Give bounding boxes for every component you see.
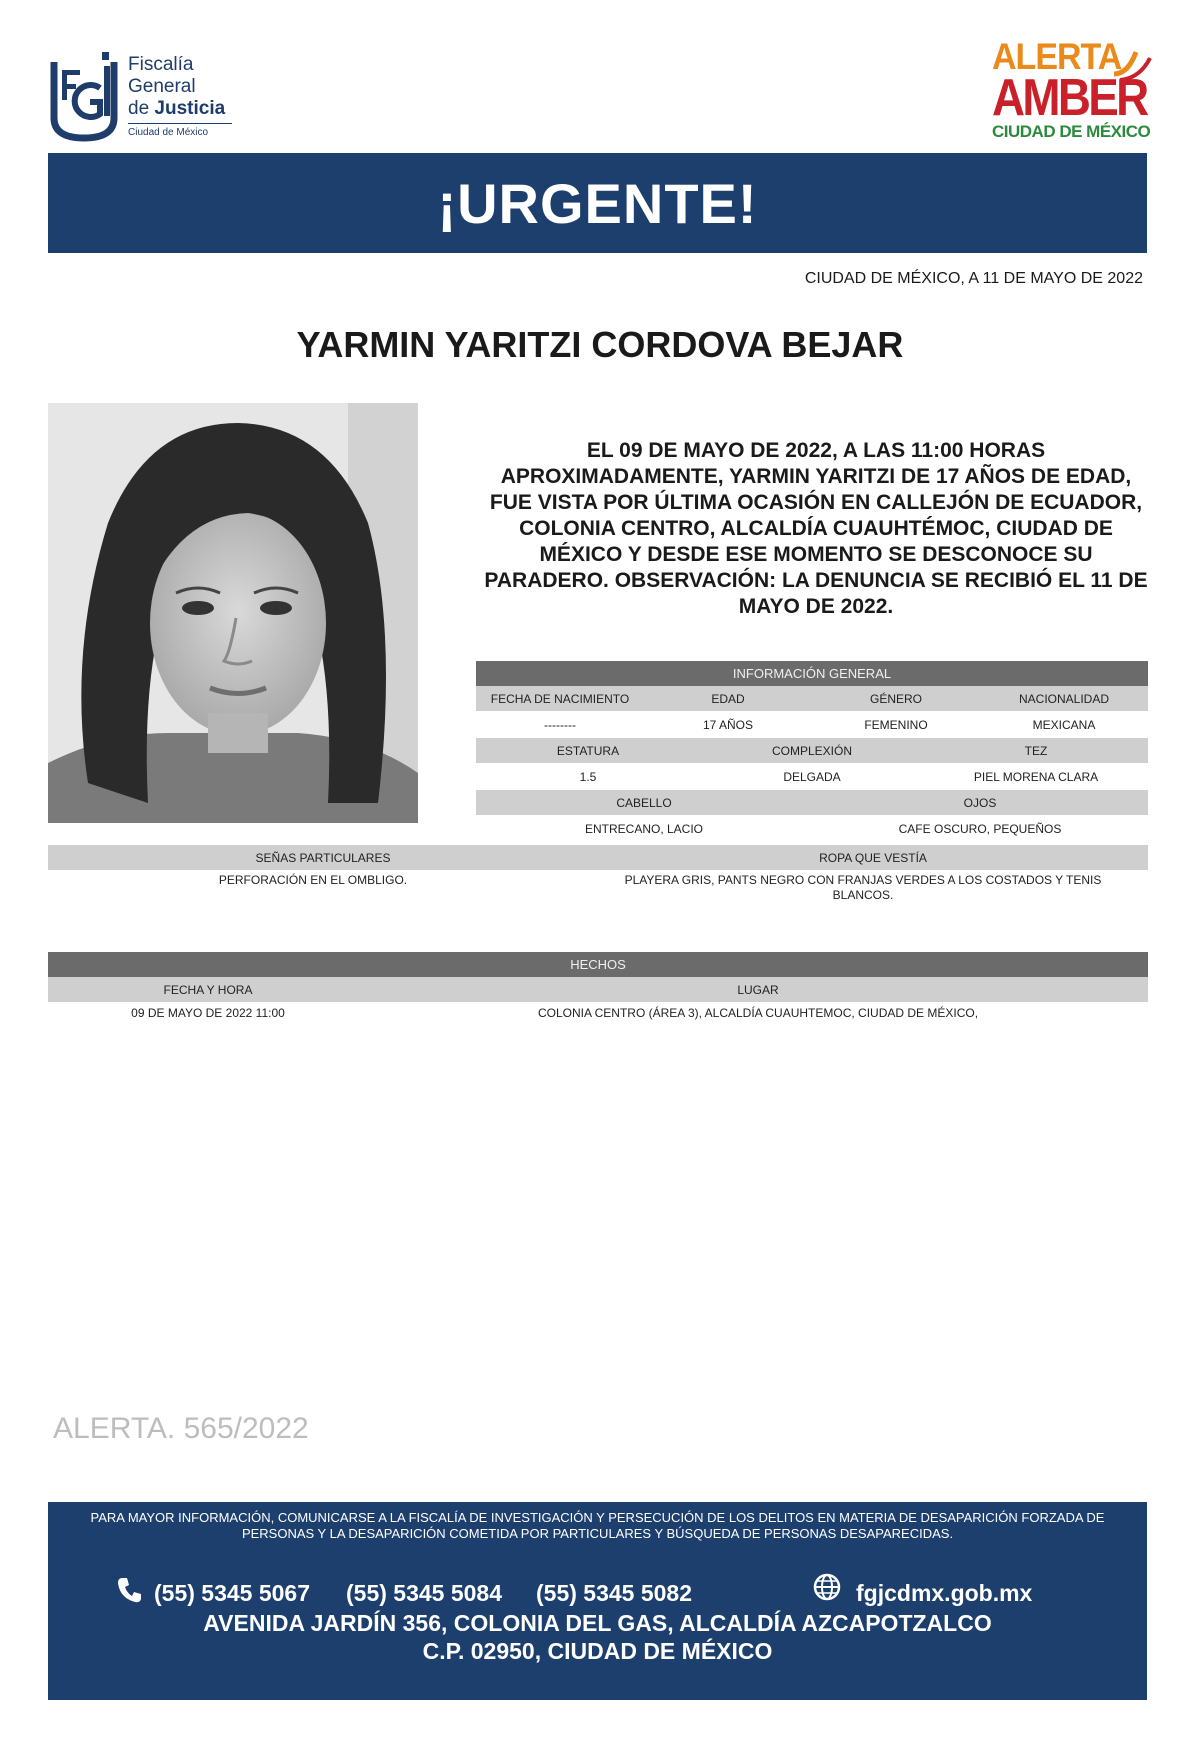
value-nationality: MEXICANA xyxy=(1032,717,1096,732)
fgj-wordmark xyxy=(128,54,232,139)
value-place: COLONIA CENTRO (ÁREA 3), ALCALDÍA CUAUHTEMOC, CIUDAD DE MÉXICO, xyxy=(537,1006,979,1020)
header-nationality: NACIONALIDAD xyxy=(1018,691,1110,706)
phone-1[interactable]: (55) 5345 5067 xyxy=(154,1580,311,1606)
case-narrative: EL 09 DE MAYO DE 2022, A LAS 11:00 HORAS APROXIMADAMENTE, YARMIN YARITZI DE 17 AÑOS DE EDAD, FUE VISTA POR ÚLTIMA OCASIÓN EN CALLEJÓN DE ECUADOR, COLONIA CENTRO, ALCALDÍA CUAUHTÉMOC, CIUDAD DE MÉXICO Y DESDE ESE MOMENTO SE DESCONOCE SU PARADERO. OBSERVACIÓN: LA DENUNCIA SE RECIBIÓ EL 11 DE MAYO DE 2022. xyxy=(484,439,1148,618)
header-gender: GÉNERO xyxy=(869,691,922,706)
header-build: COMPLEXIÓN xyxy=(771,743,852,758)
address-line-1: AVENIDA JARDÍN 356, COLONIA DEL GAS, ALCALDÍA AZCAPOTZALCO xyxy=(203,1610,992,1636)
value-build: DELGADA xyxy=(783,769,841,784)
info-row1-headers xyxy=(476,686,1148,711)
value-height: 1.5 xyxy=(579,769,597,784)
alert-number: ALERTA. 565/2022 xyxy=(53,1412,309,1445)
alerta-amber-logo xyxy=(992,36,1152,150)
org-line-3-strong: Justicia xyxy=(154,98,226,119)
features-clothing-table xyxy=(48,845,1148,903)
header-marks: SEÑAS PARTICULARES xyxy=(255,850,391,865)
contact-footer xyxy=(48,1502,1147,1700)
value-hair: ENTRECANO, LACIO xyxy=(584,821,704,836)
value-datetime: 09 DE MAYO DE 2022 11:00 xyxy=(131,1006,285,1020)
facts-values xyxy=(48,1002,1148,1024)
value-clothing: PLAYERA GRIS, PANTS NEGRO CON FRANJAS VERDES A LOS COSTADOS Y TENIS BLANCOS. xyxy=(624,873,1102,902)
phone-3[interactable]: (55) 5345 5082 xyxy=(536,1580,693,1606)
footer-address xyxy=(48,1609,1147,1665)
phone-icon xyxy=(116,1576,142,1604)
org-line-1: Fiscalía xyxy=(128,54,194,75)
header-hair: CABELLO xyxy=(616,795,672,810)
header-datetime: FECHA Y HORA xyxy=(163,982,253,997)
org-line-3-prefix: de xyxy=(128,98,150,119)
facts-headers xyxy=(48,977,1148,1002)
info-row3-values xyxy=(476,815,1148,842)
features-values xyxy=(48,870,1148,903)
facts-table xyxy=(48,952,1148,1024)
info-row2-headers xyxy=(476,738,1148,763)
header-height: ESTATURA xyxy=(556,743,620,758)
header-place: LUGAR xyxy=(737,982,779,997)
value-age: 17 AÑOS xyxy=(702,717,754,732)
urgent-banner: ¡URGENTE! xyxy=(48,153,1147,253)
fgj-logo xyxy=(48,44,238,144)
header-birthdate: FECHA DE NACIMIENTO xyxy=(490,691,630,706)
website-link[interactable]: fgjcdmx.gob.mx xyxy=(856,1580,1033,1606)
amber-wave-icon xyxy=(1110,44,1154,84)
value-birthdate: -------- xyxy=(544,717,576,732)
facts-title: HECHOS xyxy=(48,952,1148,977)
header-clothing: ROPA QUE VESTÍA xyxy=(819,850,927,865)
info-row1-values xyxy=(476,711,1148,738)
person-photo xyxy=(48,403,418,823)
date-line: CIUDAD DE MÉXICO, A 11 DE MAYO DE 2022 xyxy=(804,270,1143,287)
org-line-2: General xyxy=(128,76,196,97)
value-eyes: CAFE OSCURO, PEQUEÑOS xyxy=(898,821,1062,836)
address-line-2: C.P. 02950, CIUDAD DE MÉXICO xyxy=(422,1638,773,1664)
amber-mid-text: AMBER xyxy=(992,69,1147,127)
amber-bottom-text: CIUDAD DE MÉXICO xyxy=(992,122,1151,141)
value-gender: FEMENINO xyxy=(864,717,928,732)
fgj-emblem-icon xyxy=(48,48,120,142)
info-row2-values xyxy=(476,763,1148,790)
general-info-table xyxy=(476,661,1148,842)
features-headers xyxy=(48,845,1148,870)
footer-note: PARA MAYOR INFORMACIÓN, COMUNICARSE A LA FISCALÍA DE INVESTIGACIÓN Y PERSECUCIÓN DE LOS DELITOS EN MATERIA DE DESAPARICIÓN FORZADA DE PERSONAS Y LA DESAPARICIÓN COMETIDA POR PARTICULARES Y BÚSQUEDA DE PERSONAS DESAPARECIDAS. xyxy=(90,1510,1105,1541)
info-row3-headers xyxy=(476,790,1148,815)
amber-top-text: ALERTA xyxy=(992,36,1122,78)
person-name: YARMIN YARITZI CORDOVA BEJAR xyxy=(296,324,904,365)
header-age: EDAD xyxy=(711,691,745,706)
header-eyes: OJOS xyxy=(963,795,997,810)
globe-icon xyxy=(812,1572,842,1602)
value-marks: PERFORACIÓN EN EL OMBLIGO. xyxy=(218,873,408,887)
value-complexion: PIEL MORENA CLARA xyxy=(973,769,1099,784)
header-complexion: TEZ xyxy=(1024,743,1048,758)
phone-2[interactable]: (55) 5345 5084 xyxy=(346,1580,503,1606)
general-info-title: INFORMACIÓN GENERAL xyxy=(476,661,1148,686)
org-city: Ciudad de México xyxy=(128,127,209,138)
